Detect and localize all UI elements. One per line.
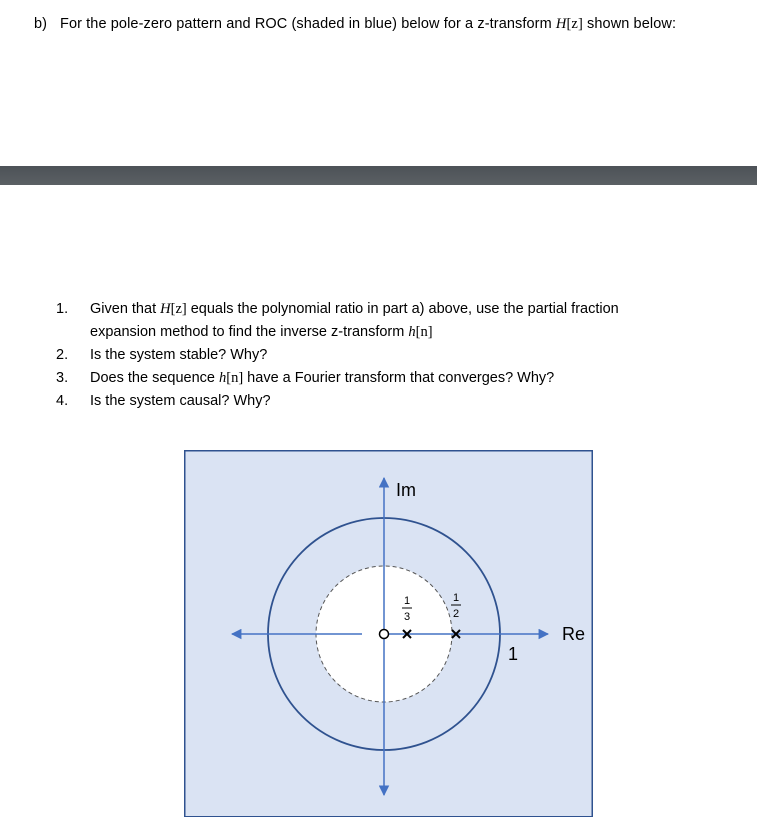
- unit-circle-label: 1: [508, 644, 519, 664]
- imag-axis-label: Im: [396, 480, 416, 500]
- question-item: [56, 298, 619, 344]
- question-number: 1.: [56, 301, 69, 317]
- pole-zero-plot: [184, 450, 593, 817]
- divider-bar: [0, 166, 757, 185]
- svg-text:1: 1: [403, 595, 411, 607]
- question-text: Does the sequence: [90, 370, 219, 386]
- question-number: 3.: [56, 370, 69, 386]
- question-list: [56, 298, 619, 413]
- question-text: have a Fourier transform that converges? Why?: [243, 370, 555, 386]
- svg-text:1: 1: [452, 592, 460, 604]
- math-argument: [z]: [170, 301, 187, 317]
- question-number: 2.: [56, 347, 69, 363]
- zero-marker: [380, 630, 389, 639]
- question-number: 4.: [56, 393, 69, 409]
- statement-text-b: shown below:: [582, 16, 677, 32]
- part-label: b): [34, 16, 48, 32]
- math-symbol: H: [160, 301, 171, 317]
- math-symbol: h: [408, 324, 416, 340]
- real-axis-label: Re: [562, 624, 586, 644]
- math-z-arg: [z]: [566, 16, 583, 32]
- problem-statement: [34, 16, 676, 33]
- svg-text:3: 3: [403, 611, 411, 623]
- math-H: H: [555, 16, 567, 32]
- math-argument: [n]: [226, 370, 244, 386]
- question-item: [56, 390, 619, 413]
- statement-text-a: For the pole-zero pattern and ROC (shaded in blue) below for a z-transform: [60, 16, 556, 32]
- question-item: [56, 344, 619, 367]
- question-text: expansion method to find the inverse z-transform: [90, 324, 409, 340]
- question-text: equals the polynomial ratio in part a) above, use the partial fraction: [186, 301, 619, 317]
- svg-text:2: 2: [452, 608, 460, 620]
- math-symbol: h: [218, 370, 227, 386]
- math-argument: [n]: [415, 324, 433, 340]
- question-item: [56, 367, 619, 390]
- question-text: Given that: [90, 301, 161, 317]
- question-text: Is the system causal? Why?: [90, 393, 271, 409]
- question-text: Is the system stable? Why?: [90, 347, 268, 363]
